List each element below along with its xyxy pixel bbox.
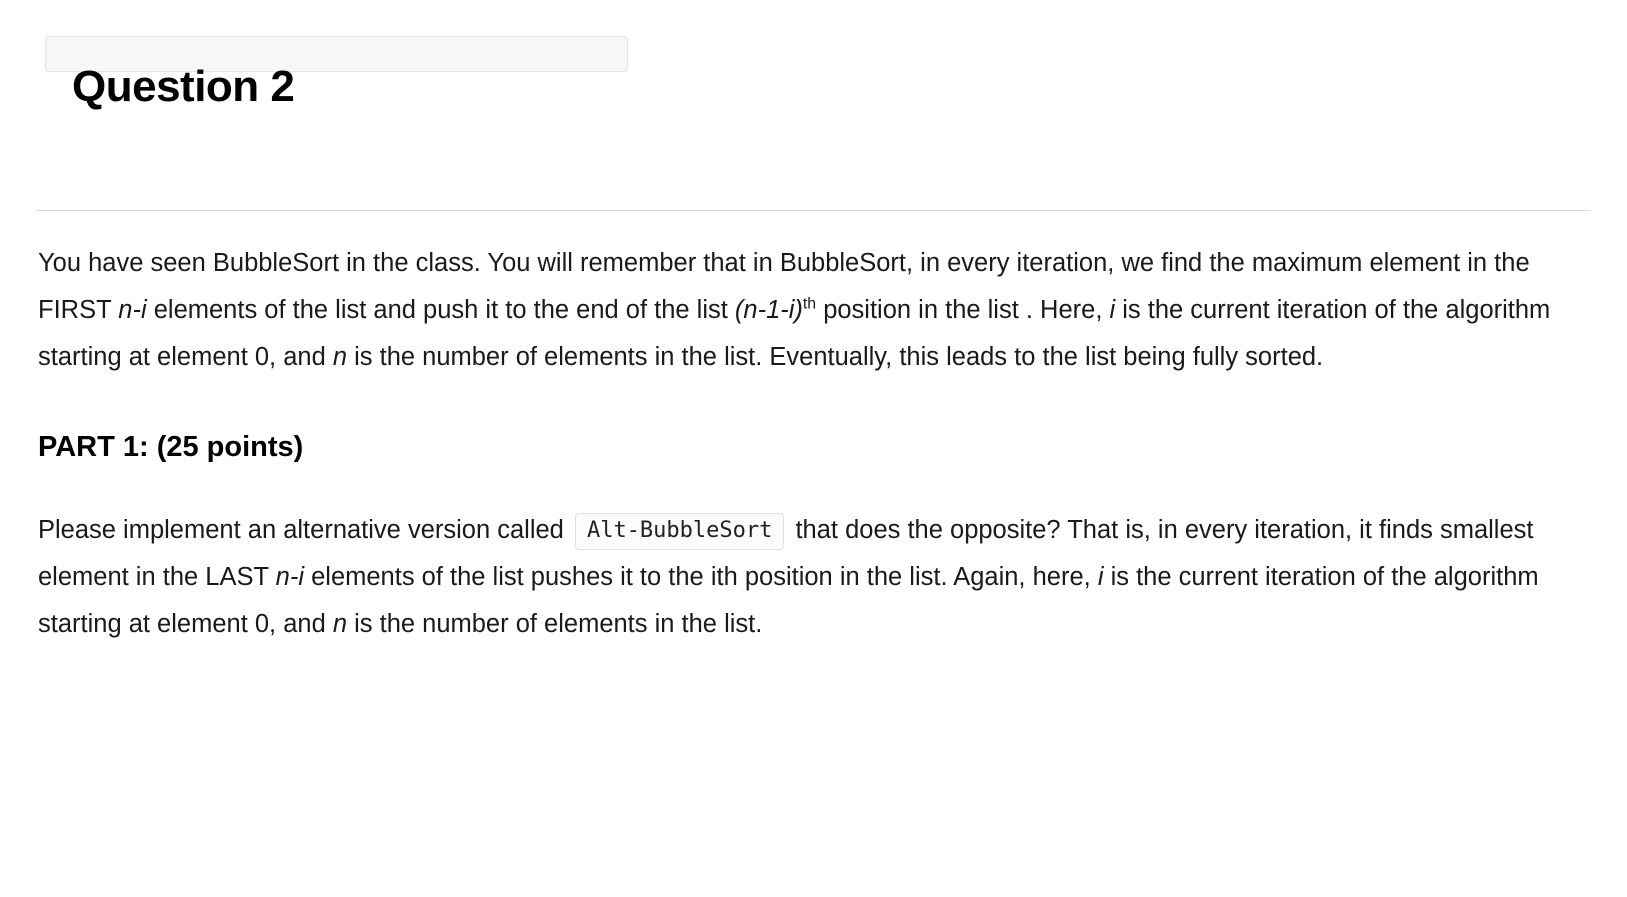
code-chip-alt-bubblesort: Alt-BubbleSort — [575, 513, 784, 550]
part1-paragraph — [38, 507, 1558, 648]
intro-text-4: is the current iteration of the algorithm starting at element 0, and — [38, 296, 1551, 371]
intro-superscript: th — [802, 295, 817, 313]
intro-emphasis-4: n — [332, 343, 348, 371]
intro-emphasis-1: n-i — [118, 296, 147, 324]
part1-heading: PART 1: (25 points) — [38, 431, 304, 463]
part1-text-4: is the current iteration of the algorithm starting at element 0, and — [38, 563, 1539, 638]
intro-emphasis-3: i — [1109, 296, 1116, 324]
part1-text-5: is the number of elements in the list. — [347, 610, 763, 638]
header-divider — [36, 210, 1591, 211]
part1-text-2: that does the opposite? That is, in every iteration, it finds smallest element in the LAST — [38, 516, 1534, 591]
intro-paragraph — [38, 240, 1558, 381]
document-content — [38, 240, 1558, 648]
intro-text-5: is the number of elements in the list. Eventually, this leads to the list being fully sorted. — [347, 343, 1324, 371]
part1-text-1: Please implement an alternative version called — [38, 516, 571, 544]
part1-emphasis-1: n-i — [275, 563, 305, 591]
intro-emphasis-2: (n-1-i) — [734, 296, 803, 324]
intro-text-3: position in the list . Here, — [816, 296, 1110, 324]
intro-text-1: You have seen BubbleSort in the class. You will remember that in BubbleSort, in every iteration, we find the maximum element in the FIRST — [38, 249, 1530, 324]
page-title: Question 2 — [72, 62, 295, 111]
part1-text-3: elements of the list pushes it to the ith position in the list. Again, here, — [304, 563, 1098, 591]
part1-emphasis-2: i — [1097, 563, 1104, 591]
part1-emphasis-3: n — [332, 610, 348, 638]
intro-text-2: elements of the list and push it to the end of the list — [146, 296, 735, 324]
